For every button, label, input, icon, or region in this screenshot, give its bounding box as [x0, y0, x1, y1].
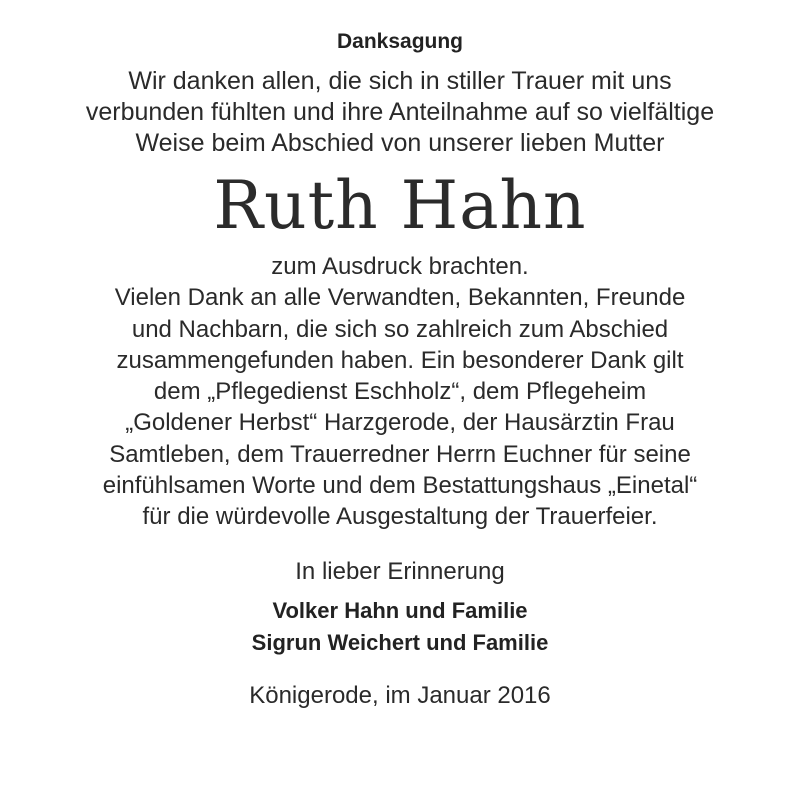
closing-phrase: In lieber Erinnerung: [295, 557, 505, 585]
body-line: dem „Pflegedienst Eschholz“, dem Pflegeheim: [153, 378, 647, 406]
body-line: einfühlsamen Worte und dem Bestattungshaus „Einetal“: [102, 472, 698, 500]
body-line: „Goldener Herbst“ Harzgerode, der Hausärztin Frau: [125, 409, 675, 437]
signatories: [0, 595, 800, 659]
deceased-name: Ruth Hahn: [213, 167, 587, 244]
signatory: Sigrun Weichert und Familie: [251, 629, 549, 655]
intro-line: Wir danken allen, die sich in stiller Trauer mit uns: [128, 67, 672, 95]
notice-heading: Danksagung: [336, 30, 464, 53]
body-line: und Nachbarn, die sich so zahlreich zum Abschied: [131, 315, 669, 343]
thanks-paragraph: [0, 251, 800, 533]
body-line: Vielen Dank an alle Verwandten, Bekannten, Freunde: [114, 284, 686, 312]
place-date: Königerode, im Januar 2016: [249, 681, 551, 709]
signatory: Volker Hahn und Familie: [272, 597, 528, 623]
body-line: zum Ausdruck brachten.: [271, 253, 529, 280]
body-line: Samtleben, dem Trauerredner Herrn Euchner für seine: [109, 440, 691, 468]
intro-line: Weise beim Abschied von unserer lieben Mutter: [135, 129, 665, 157]
intro-paragraph: [0, 66, 800, 159]
body-line: zusammengefunden haben. Ein besonderer Dank gilt: [116, 346, 684, 374]
intro-line: verbunden fühlten und ihre Anteilnahme auf so vielfältige: [85, 98, 715, 126]
body-line: für die würdevolle Ausgestaltung der Trauerfeier.: [142, 503, 658, 531]
